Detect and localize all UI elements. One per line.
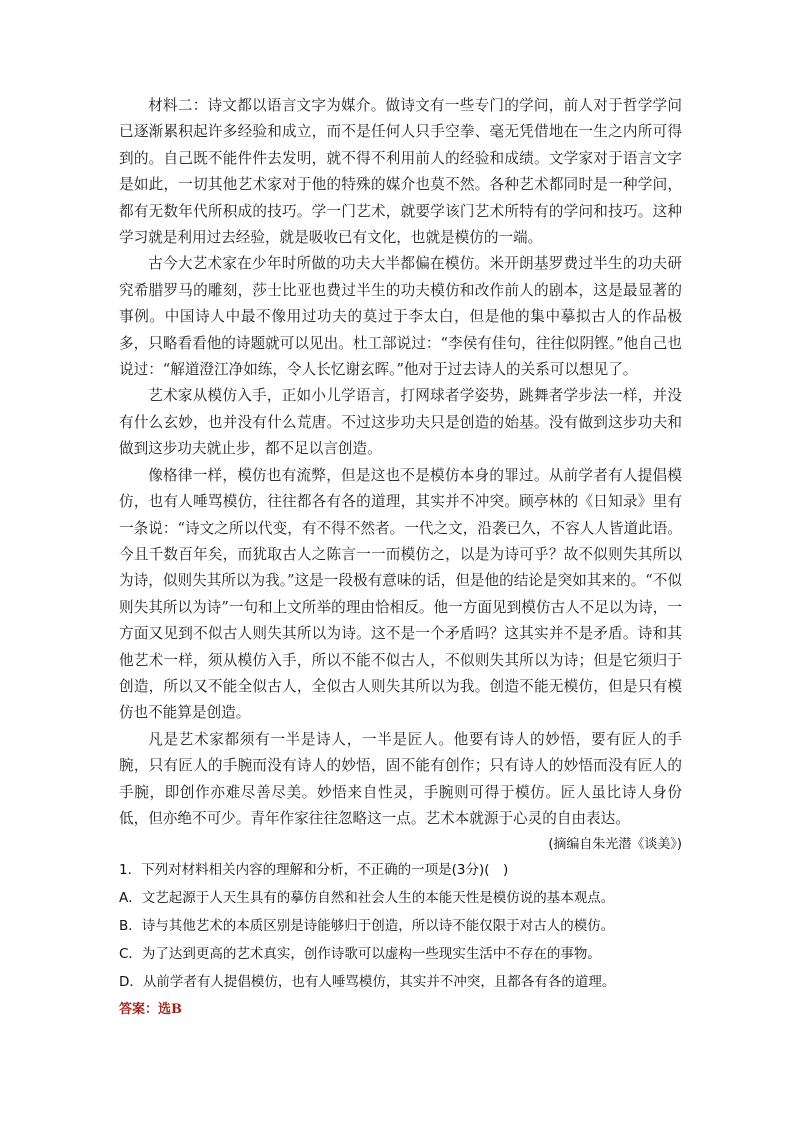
passage-source: (摘编自朱光潜《谈美》) [548, 837, 682, 853]
option-d: D．从前学者有人提倡模仿，也有人唾骂模仿，其实并不冲突，且都各有各的道理。 [119, 974, 616, 991]
passage-paragraph-5: 凡是艺术家都须有一半是诗人，一半是匠人。他要有诗人的妙悟，要有匠人的手腕，只有匠人的手腕而没有诗人的妙悟，固不能有创作；只有诗人的妙悟而没有匠人的手腕，即创作亦难尽善尽美。妙悟来自性灵，手腕则可得于模仿。匠人虽比诗人身份低，但亦绝不可少。青年作家往往忽略这一点。艺术本就源于心灵的自由表达。 [119, 730, 682, 827]
option-c: C．为了达到更高的艺术真实，创作诗歌可以虚构一些现实生活中不存在的事物。 [119, 946, 601, 963]
passage-paragraph-3: 艺术家从模仿入手，正如小儿学语言，打网球者学姿势，跳舞者学步法一样，并没有什么玄妙，也并没有什么荒唐。不过这步功夫只是创造的始基。没有做到这步功夫和做到这步功夫就止步，都不足以言创造。 [119, 387, 682, 458]
option-a: A．文艺起源于人天生具有的摹仿自然和社会人生的本能天性是模仿说的基本观点。 [119, 890, 615, 907]
answer-key: 答案：选B [119, 1002, 182, 1018]
passage-paragraph-2: 古今大艺术家在少年时所做的功夫大半都偏在模仿。米开朗基罗费过半生的功夫研究希腊罗马的雕刻，莎士比亚也费过半生的功夫模仿和改作前人的剧本，这是最显著的事例。中国诗人中最不像用过功夫的莫过于李太白，但是他的集中摹拟古人的作品极多，只略看看他的诗题就可以见出。杜工部说过：“李侯有佳句，往往似阴铿。”他自己也说过：“解道澄江净如练，令人长忆谢玄晖。”他对于过去诗人的关系可以想见了。 [119, 255, 682, 379]
passage-paragraph-4: 像格律一样，模仿也有流弊，但是这也不是模仿本身的罪过。从前学者有人提倡模仿，也有人唾骂模仿，往往都各有各的道理，其实并不冲突。顾亭林的《日知录》里有一条说：“诗文之所以代变，有不得不然者。一代之文，沿袭已久，不容人人皆道此语。今且千数百年矣，而犹取古人之陈言一一而模仿之，以是为诗可乎？故不似则失其所以为诗，似则失其所以为我。”这是一段极有意味的话，但是他的结论是突如其来的。“不似则失其所以为诗”一句和上文所举的理由恰相反。他一方面见到模仿古人不足以为诗，一方面又见到不似古人则失其所以为诗。这不是一个矛盾吗？这其实并不是矛盾。诗和其他艺术一样，须从模仿入手，所以不能不似古人，不似则失其所以为诗；但是它须归于创造，所以又不能全似古人，全似古人则失其所以为我。创造不能无模仿，但是只有模仿也不能算是创造。 [119, 466, 682, 722]
passage-paragraph-1: 材料二：诗文都以语言文字为媒介。做诗文有一些专门的学问，前人对于哲学学问已逐渐累积起许多经验和成立，而不是任何人只手空拳、毫无凭借地在一生之内所可得到的。自己既不能件件去发明，就不得不利用前人的经验和成绩。文学家对于语言文字是如此，一切其他艺术家对于他的特殊的媒介也莫不然。各种艺术都同时是一种学问，都有无数年代所积成的技巧。学一门艺术，就要学该门艺术所特有的学问和技巧。这种学习就是利用过去经验，就是吸收已有文化，也就是模仿的一端。 [119, 97, 682, 247]
document-content [119, 93, 682, 1022]
question-stem: 1．下列对材料相关内容的理解和分析，不正确的一项是(3分)( ) [119, 862, 509, 879]
option-b: B．诗与其他艺术的本质区别是诗能够归于创造，所以诗不能仅限于对古人的模仿。 [119, 918, 615, 935]
